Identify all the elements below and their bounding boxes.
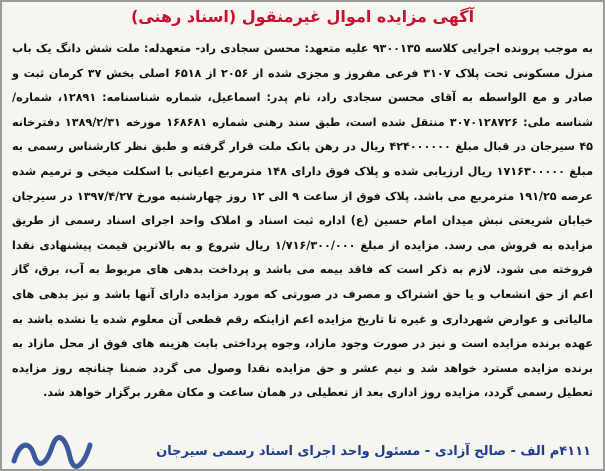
notice-footer: ۴۱۱۱م الف - صالح آزادی - مسئول واحد اجرای اسناد رسمی سیرجان bbox=[156, 444, 591, 459]
notice-title: آگهی مزایده اموال غیرمنقول (اسناد رهنی) bbox=[130, 7, 475, 26]
publication-logo-icon bbox=[6, 435, 96, 469]
title-bar bbox=[2, 2, 603, 33]
notice-body: به موجب پرونده اجرایی کلاسه ۹۳۰۰۱۳۵ علیه متعهد: محسن سجادی راد- متعهدله: ملت شش دانگ یک باب منزل مسکونی تحت پلاک ۳۱۰۷ فرعی مفروز و مجزی شده از ۲۰۵۶ از ۶۵۱۸ اصلی بخش ۳۷ کرمان ثبت و صادر و مع الواسطه به آقای محسن سجادی راد، نام پدر: اسماعیل، شماره شناسنامه: ۱۲۸۹۱، شماره/ شناسه ملی: ۳۰۷۰۱۲۸۷۲۶ منتقل شده است، طبق سند رهنی شماره ۱۶۸۶۸۱ مورخه ۱۳۸۹/۲/۳۱ دفترخانه ۴۵ سیرجان در قبال مبلغ ۴۲۴۰۰۰۰۰۰ ریال در رهن بانک ملت قرار گرفته و طبق نظر کارشناس رسمی به مبلغ ۱۷۱۶۳۰۰۰۰۰ ریال ارزیابی شده و پلاک فوق دارای ۱۴۸ مترمربع اعیانی با اسکلت میخی و ترمیم شده عرصه ۱۹۱/۲۵ مترمربع می باشد. پلاک فوق از ساعت ۹ الی ۱۲ روز چهارشنبه مورخ ۱۳۹۷/۴/۲۷ در سیرجان خیابان شریعتی نبش میدان امام حسین (ع) اداره ثبت اسناد و املاک واحد اجرای اسناد رسمی از طریق مزایده به فروش می رسد. مزایده از مبلغ ۱/۷۱۶/۳۰۰/۰۰۰ ریال شروع و به بالاترین قیمت پیشنهادی نقدا فروخته می شود. لازم به ذکر است که فاقد بیمه می باشد و پرداخت بدهی های مربوط به آب، برق، گاز اعم از حق انشعاب و یا حق اشتراک و مصرف در صورتی که مورد مزایده دارای آنها باشد و نیز بدهی های مالیاتی و عوارض شهرداری و غیره تا تاریخ مزایده اعم ازاینکه رقم قطعی آن معلوم شده یا نشده باشد به عهده برنده مزایده است و نیز در صورت وجود مازاد، وجوه پرداختی بابت هزینه های فوق از محل مازاد به برنده مزایده مسترد خواهد شد و نیم عشر و حق مزایده نقدا وصول می گردد ضمنا چنانچه روز مزایده تعطیل رسمی گردد، مزایده روز اداری بعد از تعطیلی در همان ساعت و مکان مقرر برگزار خواهد شد. bbox=[12, 42, 594, 400]
